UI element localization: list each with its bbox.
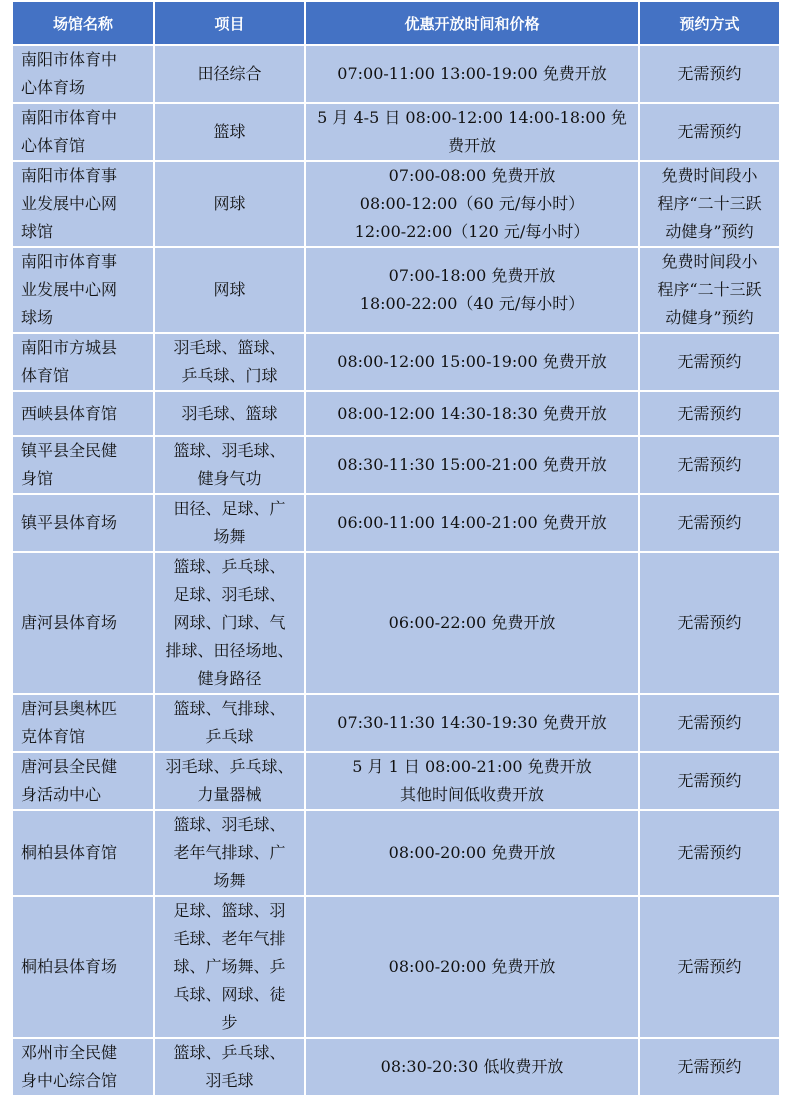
booking-method: 无需预约 [639, 45, 780, 103]
sport-items: 篮球、乒乓球、 足球、羽毛球、 网球、门球、气 排球、田径场地、 健身路径 [154, 552, 305, 694]
open-hours: 08:30-20:30 低收费开放 [305, 1038, 639, 1096]
table-row [12, 810, 780, 896]
open-hours: 5 月 4-5 日 08:00-12:00 14:00-18:00 免 费开放 [305, 103, 639, 161]
venue-name: 唐河县体育场 [12, 552, 154, 694]
sport-items: 篮球 [154, 103, 305, 161]
venue-name: 南阳市体育中 心体育馆 [12, 103, 154, 161]
sport-items: 足球、篮球、羽 毛球、老年气排 球、广场舞、乒 乓球、网球、徒 步 [154, 896, 305, 1038]
header-sport: 项目 [154, 1, 305, 45]
sport-items: 羽毛球、乒乓球、 力量器械 [154, 752, 305, 810]
booking-method: 无需预约 [639, 810, 780, 896]
open-hours: 07:00-08:00 免费开放 08:00-12:00（60 元/每小时） 12:00-22:00（120 元/每小时） [305, 161, 639, 247]
sport-items: 羽毛球、篮球、 乒乓球、门球 [154, 333, 305, 391]
table-row [12, 391, 780, 436]
sport-items: 网球 [154, 161, 305, 247]
booking-method: 无需预约 [639, 494, 780, 552]
venue-name: 南阳市体育事 业发展中心网 球馆 [12, 161, 154, 247]
booking-method: 免费时间段小 程序“二十三跃 动健身”预约 [639, 247, 780, 333]
venue-name: 桐柏县体育场 [12, 896, 154, 1038]
table-row [12, 694, 780, 752]
sport-items: 田径、足球、广 场舞 [154, 494, 305, 552]
booking-method: 无需预约 [639, 694, 780, 752]
booking-method: 无需预约 [639, 552, 780, 694]
venue-name: 南阳市体育事 业发展中心网 球场 [12, 247, 154, 333]
table-row [12, 494, 780, 552]
table-row [12, 247, 780, 333]
header-row [12, 1, 780, 45]
open-hours: 07:00-18:00 免费开放 18:00-22:00（40 元/每小时） [305, 247, 639, 333]
table-row [12, 45, 780, 103]
table-row [12, 1038, 780, 1096]
venue-name: 唐河县全民健 身活动中心 [12, 752, 154, 810]
table-row [12, 333, 780, 391]
sport-items: 篮球、乒乓球、 羽毛球 [154, 1038, 305, 1096]
booking-method: 无需预约 [639, 391, 780, 436]
sport-items: 篮球、羽毛球、 健身气功 [154, 436, 305, 494]
open-hours: 08:00-20:00 免费开放 [305, 896, 639, 1038]
open-hours: 07:30-11:30 14:30-19:30 免费开放 [305, 694, 639, 752]
sport-items: 篮球、羽毛球、 老年气排球、广 场舞 [154, 810, 305, 896]
sport-items: 篮球、气排球、 乒乓球 [154, 694, 305, 752]
table-row [12, 436, 780, 494]
table-row [12, 103, 780, 161]
venue-name: 桐柏县体育馆 [12, 810, 154, 896]
booking-method: 无需预约 [639, 333, 780, 391]
venue-name: 西峡县体育馆 [12, 391, 154, 436]
venue-name: 南阳市方城县 体育馆 [12, 333, 154, 391]
booking-method: 免费时间段小 程序“二十三跃 动健身”预约 [639, 161, 780, 247]
venue-table [11, 0, 781, 1097]
booking-method: 无需预约 [639, 896, 780, 1038]
open-hours: 06:00-11:00 14:00-21:00 免费开放 [305, 494, 639, 552]
open-hours: 07:00-11:00 13:00-19:00 免费开放 [305, 45, 639, 103]
header-hours: 优惠开放时间和价格 [305, 1, 639, 45]
open-hours: 08:30-11:30 15:00-21:00 免费开放 [305, 436, 639, 494]
booking-method: 无需预约 [639, 752, 780, 810]
sport-items: 羽毛球、篮球 [154, 391, 305, 436]
table-row [12, 552, 780, 694]
venue-name: 邓州市全民健 身中心综合馆 [12, 1038, 154, 1096]
venue-name: 唐河县奥林匹 克体育馆 [12, 694, 154, 752]
sport-items: 网球 [154, 247, 305, 333]
header-booking: 预约方式 [639, 1, 780, 45]
venue-name: 镇平县体育场 [12, 494, 154, 552]
booking-method: 无需预约 [639, 436, 780, 494]
table-row [12, 752, 780, 810]
open-hours: 08:00-12:00 15:00-19:00 免费开放 [305, 333, 639, 391]
venue-name: 镇平县全民健 身馆 [12, 436, 154, 494]
table-row [12, 161, 780, 247]
open-hours: 08:00-12:00 14:30-18:30 免费开放 [305, 391, 639, 436]
table-row [12, 896, 780, 1038]
open-hours: 08:00-20:00 免费开放 [305, 810, 639, 896]
booking-method: 无需预约 [639, 1038, 780, 1096]
venue-name: 南阳市体育中 心体育场 [12, 45, 154, 103]
open-hours: 06:00-22:00 免费开放 [305, 552, 639, 694]
header-venue: 场馆名称 [12, 1, 154, 45]
sport-items: 田径综合 [154, 45, 305, 103]
open-hours: 5 月 1 日 08:00-21:00 免费开放 其他时间低收费开放 [305, 752, 639, 810]
booking-method: 无需预约 [639, 103, 780, 161]
